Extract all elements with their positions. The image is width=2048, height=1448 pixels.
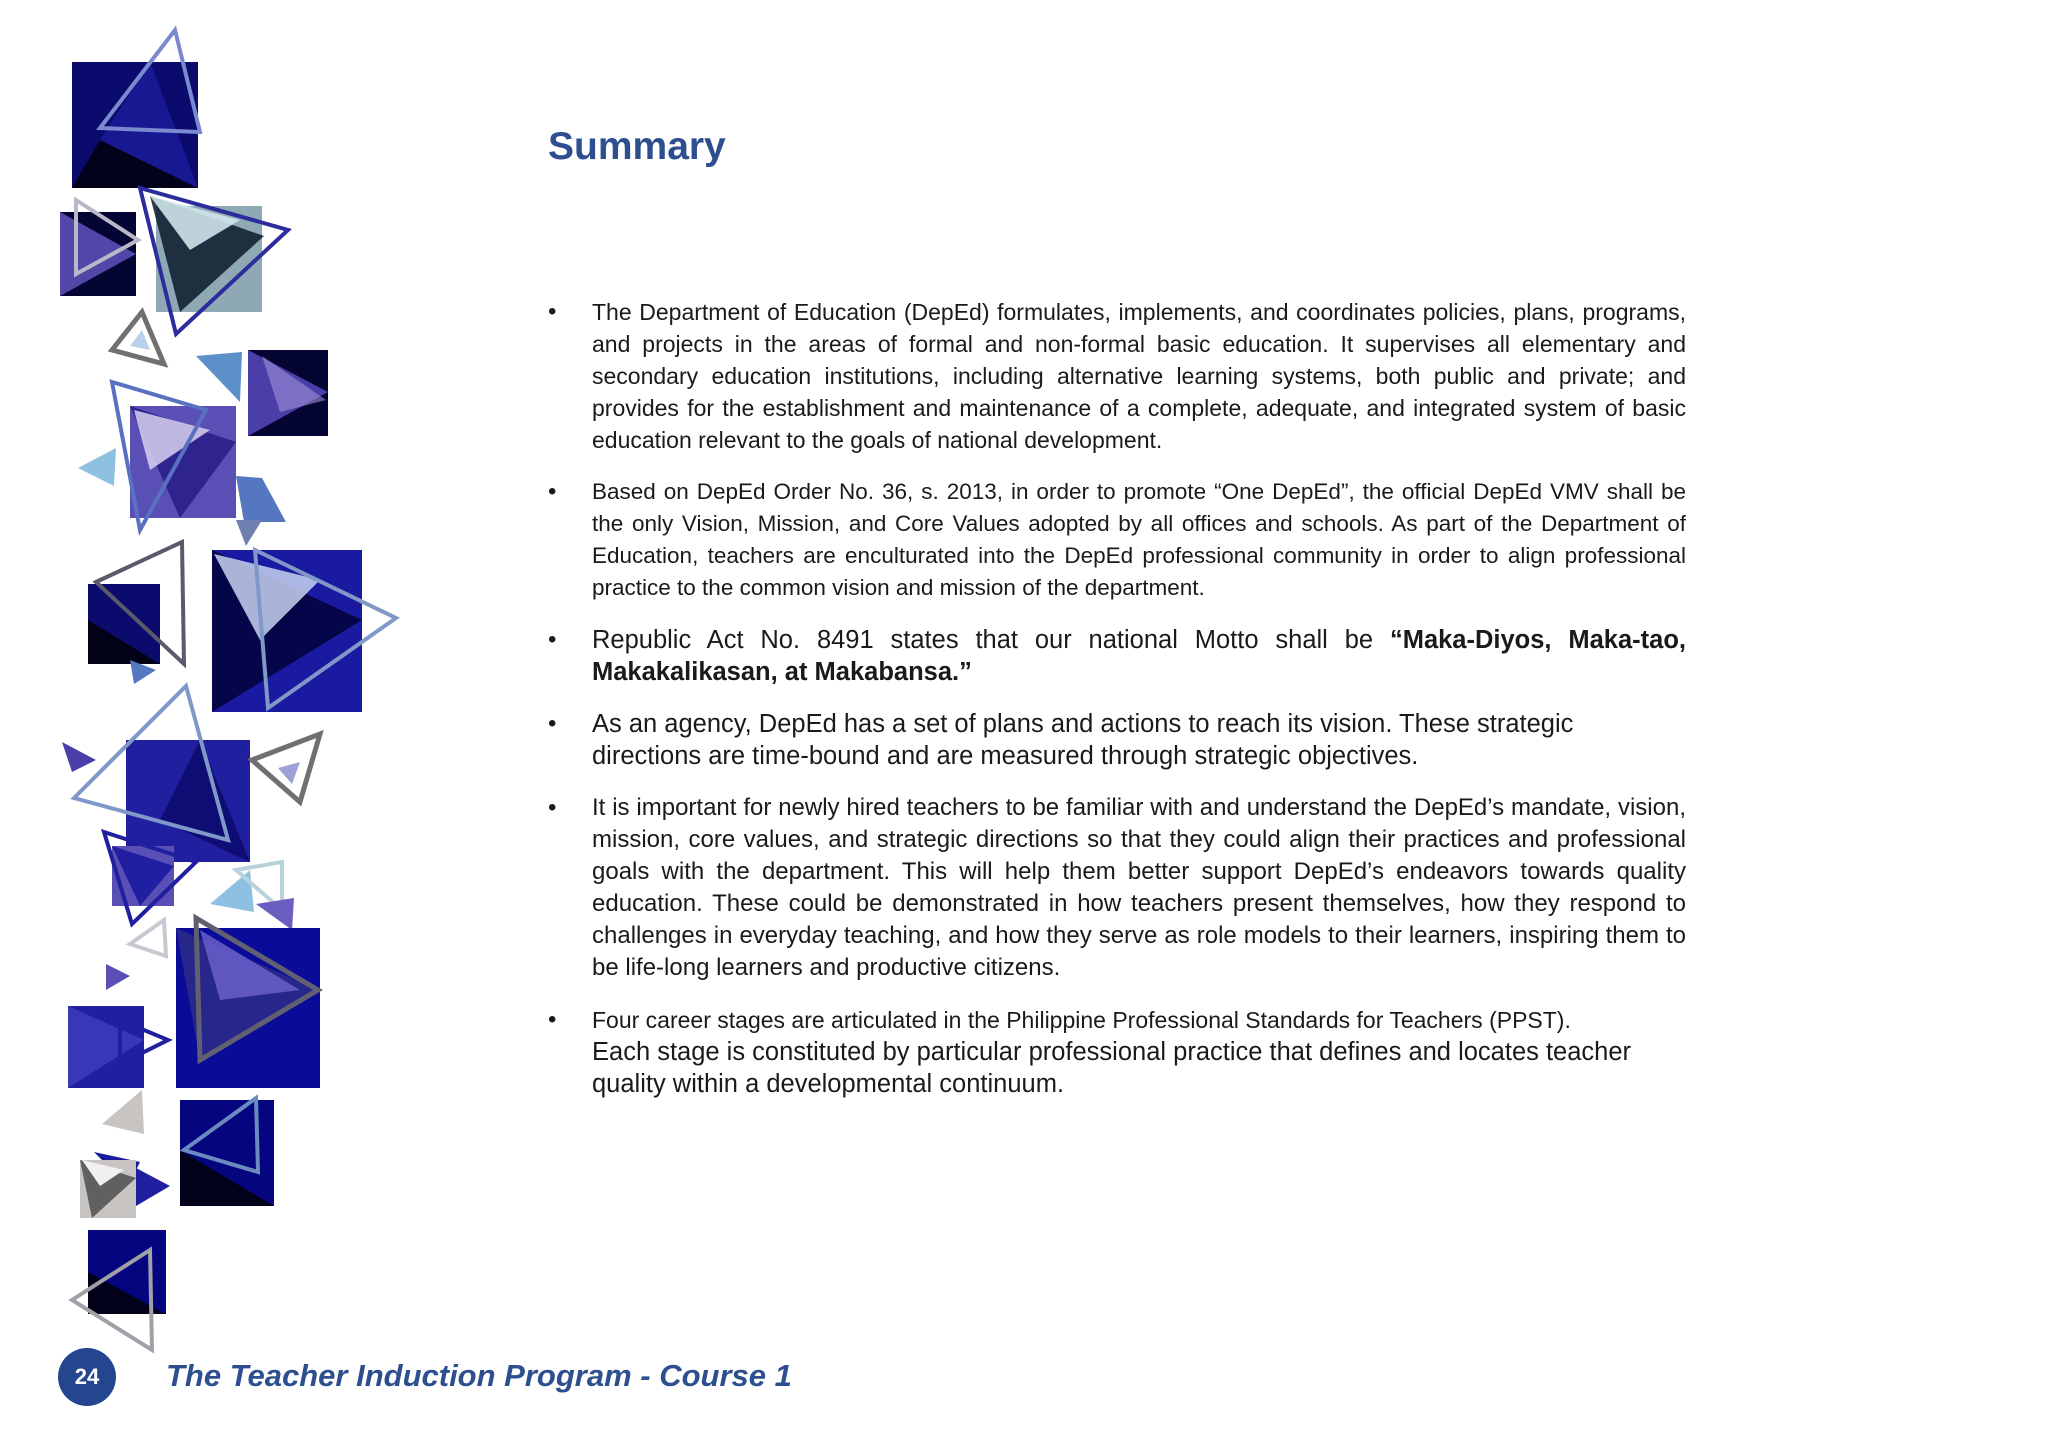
bullet-text: As an agency, DepEd has a set of plans and actions to reach its vision. These strategic directions are time-bound and are measured through strategic objectives. bbox=[592, 710, 1574, 770]
bullet-text: Each stage is constituted by particular professional practice that defines and locates teacher quality within a developmental continuum. bbox=[592, 1038, 1632, 1098]
bullet-text: Republic Act No. 8491 states that our national Motto shall be bbox=[592, 626, 1390, 654]
list-item bbox=[548, 792, 1686, 984]
bullet-text: Four career stages are articulated in the Philippine Professional Standards for Teachers (PPST). bbox=[592, 1007, 1571, 1033]
list-item bbox=[548, 296, 1686, 456]
decorative-triangle-pattern bbox=[0, 0, 420, 1360]
bullet-text: The Department of Education (DepEd) formulates, implements, and coordinates policies, plans, programs, and projects in the areas of formal and non-formal basic education. It supervises all elementary and secondary education institutions, including alternative learning systems, both public and private; and provides for the establishment and maintenance of a complete, adequate, and integrated system of basic education relevant to the goals of national development. bbox=[592, 299, 1686, 453]
page-number-badge: 24 bbox=[58, 1348, 116, 1406]
list-item bbox=[548, 476, 1686, 604]
list-item bbox=[548, 1004, 1686, 1100]
bullet-text: It is important for newly hired teachers to be familiar with and understand the DepEd’s mandate, vision, mission, core values, and strategic directions so that they could align their practices and professional goals with the department. This will help them better support DepEd’s endeavors towards quality education. These could be demonstrated in how teachers present themselves, how they respond to challenges in everyday teaching, and how they serve as role models to their learners, inspiring them to be life-long learners and productive citizens. bbox=[592, 794, 1686, 981]
national-motto: “Maka-Diyos, Maka-tao, Makakalikasan, at Makabansa.” bbox=[592, 626, 1686, 686]
page-title: Summary bbox=[548, 125, 726, 168]
list-item bbox=[548, 708, 1686, 772]
summary-bullet-list bbox=[548, 296, 1686, 1120]
list-item bbox=[548, 624, 1686, 688]
bullet-text: Based on DepEd Order No. 36, s. 2013, in order to promote “One DepEd”, the official DepEd VMV shall be the only Vision, Mission, and Core Values adopted by all offices and schools. As part of the Department of Education, teachers are enculturated into the DepEd professional community in order to align professional practice to the common vision and mission of the department. bbox=[592, 479, 1686, 600]
footer-course-title: The Teacher Induction Program - Course 1 bbox=[166, 1358, 792, 1393]
